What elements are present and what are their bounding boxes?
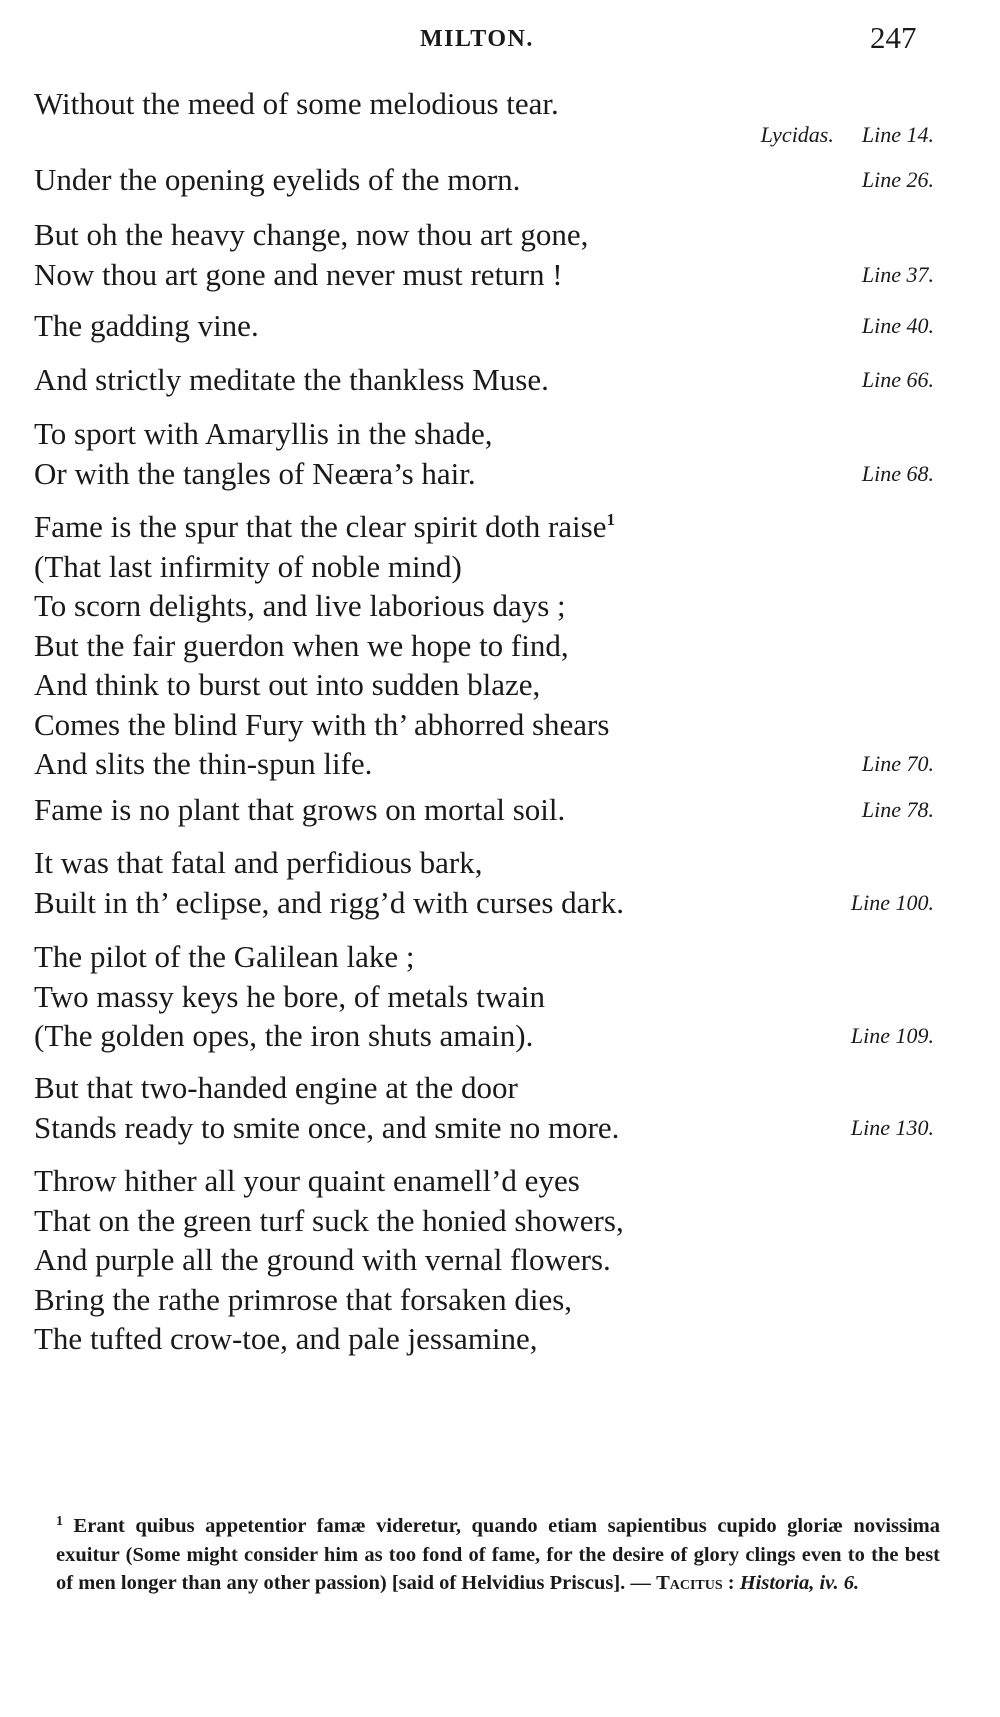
line-reference	[761, 118, 934, 152]
running-title: MILTON.	[420, 26, 534, 52]
verse-line: And strictly meditate the thankless Muse.	[34, 362, 549, 397]
verse-line: But that two-handed engine at the door	[34, 1070, 518, 1105]
verse-line: And slits the thin-spun life.	[34, 746, 373, 781]
line-reference: Line 130.	[850, 1114, 934, 1140]
footnote-marker: 1	[606, 510, 615, 529]
line-reference: Line 109.	[850, 1023, 934, 1048]
verse-line: Under the opening eyelids of the morn.	[34, 162, 521, 197]
verse-line: Fame is no plant that grows on mortal soil.	[34, 792, 566, 827]
line-reference: Line 68.	[861, 460, 934, 486]
verse-line: To sport with Amaryllis in the shade,	[34, 416, 493, 451]
verse-line: Now thou art gone and never must return !	[34, 256, 563, 292]
quotation	[34, 414, 934, 493]
line-reference: Line 100.	[850, 889, 934, 915]
verse-line: And think to burst out into sudden blaze,	[34, 667, 541, 702]
verse-line: But the fair guerdon when we hope to find,	[34, 627, 569, 663]
quotation	[34, 160, 934, 200]
verse-line: Fame is the spur that the clear spirit doth raise	[34, 509, 607, 544]
footnote-separator: :	[722, 1572, 740, 1594]
verse-line: The gadding vine.	[34, 308, 259, 343]
verse-line: The pilot of the Galilean lake ;	[34, 939, 415, 974]
verse-line: The tufted crow-toe, and pale jessamine,	[34, 1321, 538, 1356]
quotation	[34, 360, 934, 400]
quotation	[34, 507, 934, 784]
verse-line: Without the meed of some melodious tear.	[34, 86, 559, 121]
verse-line: (The golden opes, the iron shuts amain).	[34, 1018, 534, 1053]
verse-line: And purple all the ground with vernal flowers.	[34, 1242, 611, 1277]
quotation	[34, 843, 934, 922]
page-header	[0, 20, 1000, 60]
quotation	[34, 215, 934, 294]
verse-line: Stands ready to smite once, and smite no more.	[34, 1109, 620, 1145]
verse-line: But oh the heavy change, now thou art gone,	[34, 217, 589, 252]
footnote-work: Historia, iv. 6.	[739, 1572, 860, 1594]
quotation	[34, 1068, 934, 1147]
footnote	[34, 1512, 940, 1598]
footnote-author: Tacitus	[656, 1572, 723, 1594]
quotation	[34, 790, 934, 830]
source-title: Lycidas.	[760, 121, 834, 147]
verse-line: Bring the rathe primrose that forsaken dies,	[34, 1281, 573, 1317]
verse-line: Built in th’ eclipse, and rigg’d with curses dark.	[34, 884, 625, 920]
line-reference: Line 26.	[861, 167, 934, 192]
line-reference: Line 66.	[861, 367, 934, 392]
line-reference: Line 70.	[861, 751, 934, 776]
footnote-number: 1	[56, 1514, 63, 1529]
line-reference: Line 78.	[861, 797, 934, 822]
verse-line: It was that fatal and perfidious bark,	[34, 845, 483, 880]
verse-line: Two massy keys he bore, of metals twain	[34, 978, 545, 1014]
line-number: Line 14.	[861, 121, 934, 147]
verse-line: That on the green turf suck the honied showers,	[34, 1202, 624, 1238]
line-reference: Line 40.	[861, 313, 934, 338]
line-reference: Line 37.	[861, 261, 934, 287]
verse-line: Or with the tangles of Neæra’s hair.	[34, 455, 476, 491]
verse-line: Comes the blind Fury with th’ abhorred shears	[34, 706, 610, 742]
verse-line: Throw hither all your quaint enamell’d eyes	[34, 1163, 580, 1198]
quotation	[34, 306, 934, 346]
quotation	[34, 84, 934, 158]
verse-line: (That last infirmity of noble mind)	[34, 548, 462, 584]
quotation	[34, 937, 934, 1056]
quotation	[34, 1161, 934, 1359]
footnote-text: Erant quibus appetentior famæ videretur, quando etiam sapientibus cupido gloriæ novissima exuitur (Some might consider him as too fond of fame, for the desire of glory clings even to the best of men longer than any other passion) [said of Helvidius Priscus]. —	[56, 1515, 941, 1594]
verse-line: To scorn delights, and live laborious days ;	[34, 588, 566, 623]
page-number: 247	[870, 20, 917, 55]
